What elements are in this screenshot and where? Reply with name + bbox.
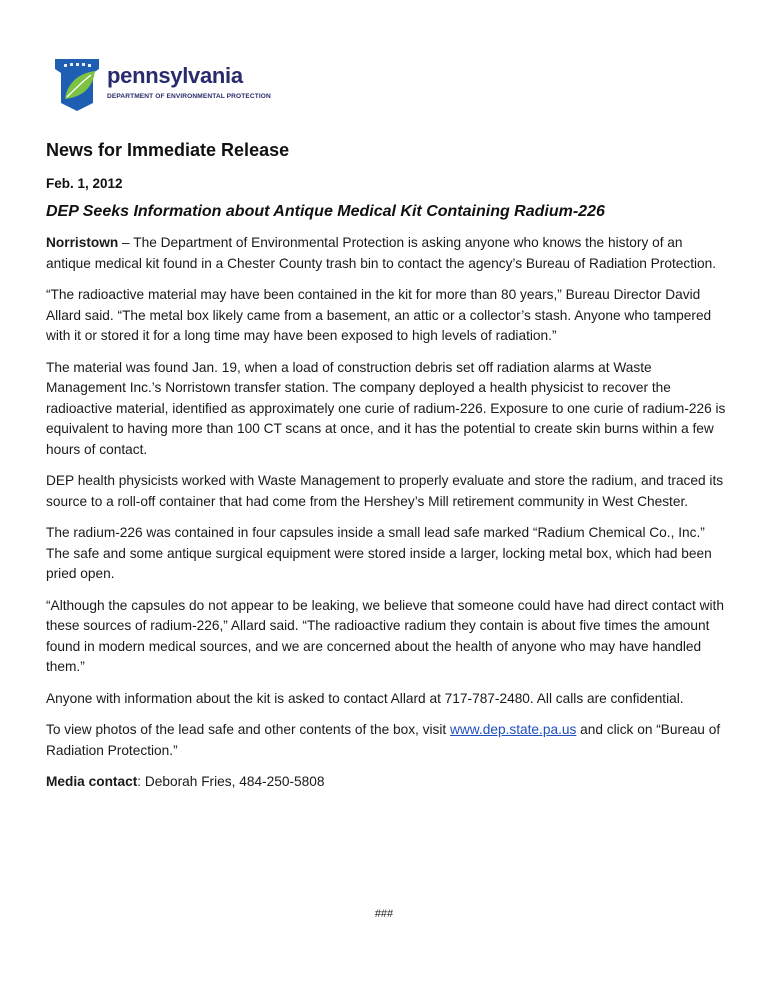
release-date: Feb. 1, 2012 bbox=[46, 176, 123, 191]
paragraph-1 bbox=[46, 233, 726, 274]
release-heading: News for Immediate Release bbox=[46, 140, 290, 160]
paragraph-4: DEP health physicists worked with Waste Management to properly evaluate and store the radium, and traced its source to a roll-off container that had come from the Hershey’s Mill retirement community in West Chester. bbox=[46, 473, 724, 509]
paragraph-5: The radium-226 was contained in four capsules inside a small lead safe marked “Radium Chemical Co., Inc.” The safe and some antique surgical equipment were stored inside a larger, locking metal box, which had been pried open. bbox=[46, 525, 712, 581]
end-mark: ### bbox=[374, 908, 394, 920]
dep-website-link[interactable]: www.dep.state.pa.us bbox=[450, 722, 577, 737]
paragraph-6: “Although the capsules do not appear to be leaking, we believe that someone could have had direct contact with these sources of radium-226,” Allard said. “The radioactive radium they contain is about five times the amount found in modern medical sources, and we are concerned about the health of anyone who may have handled them.” bbox=[46, 597, 724, 674]
media-contact-text: : Deborah Fries, 484-250-5808 bbox=[137, 774, 325, 789]
paragraph-8-after: and click on “Bureau of Radiation Protection.” bbox=[46, 722, 721, 758]
paragraph-7: Anyone with information about the kit is asked to contact Allard at 717-787-2480. All calls are confidential. bbox=[46, 690, 684, 706]
paragraph-8-before: To view photos of the lead safe and other contents of the box, visit bbox=[46, 722, 451, 737]
paragraph-8 bbox=[46, 720, 726, 761]
media-contact bbox=[46, 772, 726, 793]
paragraph-2: “The radioactive material may have been contained in the kit for more than 80 years,” Bureau Director David Allard said. “The metal box likely came from a basement, an attic or a collector’s stash. Anyone who tampered with it or stored it for a long time may have been exposed to high levels of radiation.” bbox=[46, 287, 712, 343]
release-content bbox=[46, 140, 726, 793]
release-headline: DEP Seeks Information about Antique Medical Kit Containing Radium-226 bbox=[46, 203, 605, 220]
pa-dep-logo bbox=[51, 57, 281, 113]
paragraph-3: The material was found Jan. 19, when a load of construction debris set off radiation alarms at Waste Management Inc.’s Norristown transfer station. The company deployed a health physicist to recover the radioactive material, identified as approximately one curie of radium-226. Exposure to one curie of radium-226 is equivalent to having more than 100 CT scans at once, and it has the potential to create skin burns within a few hours of contact. bbox=[46, 359, 726, 457]
logo-subtitle: DEPARTMENT OF ENVIRONMENTAL PROTECTION bbox=[107, 93, 271, 100]
logo-wordmark: pennsylvania bbox=[107, 63, 243, 88]
media-contact-label: Media contact bbox=[46, 774, 138, 789]
paragraph-1-text: – The Department of Environmental Protection is asking anyone who knows the history of an antique medical kit found in a Chester County trash bin to contact the agency’s Bureau of Radiation Protection. bbox=[46, 235, 717, 271]
keystone-leaf-icon bbox=[51, 57, 103, 113]
dateline-location: Norristown bbox=[46, 235, 119, 250]
